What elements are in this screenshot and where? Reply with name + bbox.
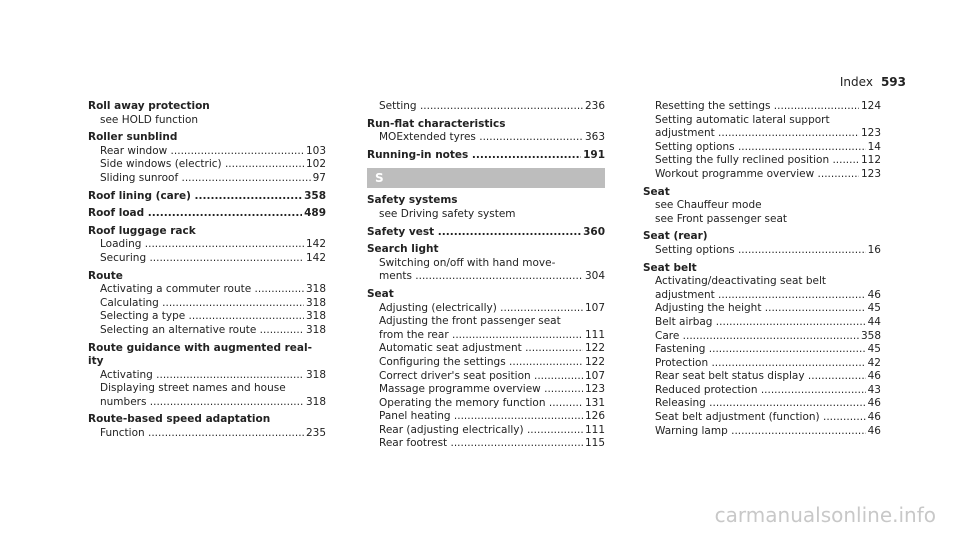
entry-subitem bbox=[367, 342, 605, 356]
entry-subitem: see Front passenger seat bbox=[655, 212, 788, 225]
entry-subitem bbox=[643, 244, 881, 258]
entry-title: Safety systems bbox=[367, 194, 458, 207]
index-entry bbox=[88, 270, 326, 338]
index-entry bbox=[643, 186, 881, 227]
entry-subitem bbox=[88, 252, 326, 266]
entry-subitem bbox=[88, 283, 326, 297]
entry-subitem-text: Seat belt adjustment (function) ..... bbox=[655, 411, 866, 425]
index-entry bbox=[367, 226, 605, 240]
entry-subitem bbox=[88, 310, 326, 324]
entry-title: Roll away protection bbox=[88, 100, 210, 112]
entry-subitem-page[interactable]: 126 bbox=[584, 410, 605, 423]
entry-subitem-page[interactable]: 14 bbox=[867, 140, 881, 153]
entry-subitem-page[interactable]: 44 bbox=[867, 315, 881, 328]
entry-subitem bbox=[88, 145, 326, 159]
entry-subitem-text: Selecting an alternative route ..... bbox=[100, 324, 304, 338]
entry-subitem bbox=[643, 127, 881, 141]
entry-subitem-page[interactable]: 304 bbox=[584, 270, 605, 283]
entry-title bbox=[367, 226, 605, 240]
entry-subitem bbox=[367, 302, 605, 316]
entry-subitem-page[interactable]: 318 bbox=[305, 310, 326, 323]
entry-subitem-page[interactable]: 363 bbox=[584, 131, 605, 144]
entry-subitem-text: Releasing ..... bbox=[655, 397, 866, 411]
index-entry bbox=[367, 149, 605, 163]
entry-subitem bbox=[88, 158, 326, 172]
entry-subitem-page[interactable]: 46 bbox=[867, 288, 881, 301]
entry-subitem bbox=[367, 370, 605, 384]
entry-subitem-page[interactable]: 123 bbox=[860, 167, 881, 180]
entry-subitem bbox=[643, 289, 881, 303]
entry-subitem bbox=[643, 343, 881, 357]
entry-subitem-page[interactable]: 115 bbox=[584, 437, 605, 450]
letter-heading: S bbox=[367, 168, 605, 188]
col2-entries-s bbox=[367, 194, 605, 451]
entry-subitem-page[interactable]: 43 bbox=[867, 383, 881, 396]
entry-subitem-page[interactable]: 112 bbox=[860, 154, 881, 167]
entry-subitem bbox=[643, 384, 881, 398]
entry-subitem-page[interactable]: 103 bbox=[305, 144, 326, 157]
entry-title bbox=[367, 149, 605, 163]
col2-continuation bbox=[367, 100, 605, 114]
entry-subitem-text: Adjusting the height ..... bbox=[655, 302, 866, 316]
entry-subitem-text: Warning lamp ..... bbox=[655, 425, 866, 439]
entry-subitem-page[interactable]: 142 bbox=[305, 251, 326, 264]
col3-entries bbox=[643, 186, 881, 439]
entry-subitem-text: MOExtended tyres ..... bbox=[379, 131, 583, 145]
entry-subitem-page[interactable]: 318 bbox=[305, 323, 326, 336]
index-entry bbox=[88, 190, 326, 204]
entry-subitem-text: Rear window ..... bbox=[100, 145, 304, 159]
entry-subitem bbox=[88, 396, 326, 410]
entry-title: Route-based speed adaptation bbox=[88, 413, 271, 426]
index-entry bbox=[367, 243, 605, 284]
entry-subitem-text: Side windows (electric) ..... bbox=[100, 158, 304, 172]
entry-subitem-page[interactable]: 122 bbox=[584, 355, 605, 368]
entry-subitem-text: numbers ..... bbox=[100, 396, 304, 410]
entry-subitem-page[interactable]: 102 bbox=[305, 158, 326, 171]
entry-subitem-text: Rear (adjusting electrically) ..... bbox=[379, 424, 583, 438]
entry-title: Roller sunblind bbox=[88, 131, 178, 144]
entry-subitem-text: Function ..... bbox=[100, 427, 304, 441]
entry-subitem-page[interactable]: 97 bbox=[312, 171, 326, 184]
entry-subitem-text: adjustment ..... bbox=[655, 289, 866, 303]
entry-subitem-page[interactable]: 318 bbox=[305, 395, 326, 408]
entry-subitem-text: Belt airbag ..... bbox=[655, 316, 866, 330]
entry-subitem-page[interactable]: 318 bbox=[305, 296, 326, 309]
entry-subitem bbox=[367, 437, 605, 451]
entry-subitem-text: Activating a commuter route ..... bbox=[100, 283, 304, 297]
entry-subitem-text: Loading ..... bbox=[100, 238, 304, 252]
entry-title: Roof luggage rack bbox=[88, 224, 196, 237]
entry-subitem-text: Panel heating ..... bbox=[379, 410, 583, 424]
entry-subitem-text: Setting the fully reclined position ..... bbox=[655, 154, 859, 168]
entry-title: Seat (rear) bbox=[643, 230, 708, 243]
entry-subitem bbox=[88, 427, 326, 441]
entry-subitem-page[interactable]: 236 bbox=[584, 100, 605, 112]
entry-subitem-page[interactable]: 318 bbox=[305, 283, 326, 296]
entry-subitem bbox=[88, 369, 326, 383]
entry-subitem-page[interactable]: 46 bbox=[867, 370, 881, 383]
entry-subitem-page[interactable]: 46 bbox=[867, 397, 881, 410]
entry-subitem-text: Reduced protection ..... bbox=[655, 384, 866, 398]
entry-title-cont: ity bbox=[88, 355, 104, 368]
entry-title: Route guidance with augmented real- bbox=[88, 341, 312, 354]
entry-title-page[interactable]: 360 bbox=[583, 225, 605, 238]
entry-subitem bbox=[367, 100, 605, 114]
entry-subitem-text: Securing ..... bbox=[100, 252, 304, 266]
entry-subitem bbox=[367, 397, 605, 411]
entry-subitem-text: Configuring the settings ..... bbox=[379, 356, 583, 370]
entry-subitem bbox=[643, 411, 881, 425]
index-entry bbox=[88, 207, 326, 221]
entry-subitem bbox=[643, 316, 881, 330]
index-entry bbox=[643, 262, 881, 439]
entry-subitem bbox=[367, 329, 605, 343]
entry-subitem-page[interactable]: 45 bbox=[867, 343, 881, 356]
index-entry bbox=[367, 194, 605, 221]
entry-subitem-text: Protection ..... bbox=[655, 357, 866, 371]
entry-subitem bbox=[643, 357, 881, 371]
entry-subitem: Switching on/off with hand move- bbox=[379, 256, 556, 269]
entry-subitem-text: Care ..... bbox=[655, 330, 859, 344]
entry-subitem bbox=[367, 383, 605, 397]
entry-subitem-text: Workout programme overview ..... bbox=[655, 168, 859, 182]
entry-subitem-page[interactable]: 16 bbox=[867, 243, 881, 256]
entry-title bbox=[88, 207, 326, 221]
entry-title-text: Roof load ..... bbox=[88, 207, 302, 221]
entry-subitem bbox=[367, 356, 605, 370]
entry-subitem-page[interactable]: 111 bbox=[584, 423, 605, 436]
page-header bbox=[840, 75, 906, 89]
page-number: 593 bbox=[880, 75, 906, 89]
entry-subitem bbox=[643, 154, 881, 168]
index-entry bbox=[88, 225, 326, 266]
entry-subitem bbox=[643, 425, 881, 439]
entry-title: Seat bbox=[643, 185, 670, 198]
entry-subitem-page[interactable]: 123 bbox=[860, 127, 881, 140]
entry-subitem bbox=[88, 238, 326, 252]
entry-subitem-page[interactable]: 111 bbox=[584, 328, 605, 341]
entry-title-page[interactable]: 489 bbox=[304, 207, 326, 220]
entry-subitem-text: Fastening ..... bbox=[655, 343, 866, 357]
entry-subitem-text: Automatic seat adjustment ..... bbox=[379, 342, 583, 356]
entry-title bbox=[88, 190, 326, 204]
entry-subitem: Setting automatic lateral support bbox=[655, 113, 830, 126]
col1-entries bbox=[88, 100, 326, 441]
entry-subitem bbox=[88, 172, 326, 186]
entry-subitem-text: Rear seat belt status display ..... bbox=[655, 370, 866, 384]
entry-subitem-text: Correct driver's seat position ..... bbox=[379, 370, 583, 384]
entry-title: Seat belt bbox=[643, 261, 697, 274]
index-entry bbox=[88, 342, 326, 410]
entry-subitem-page[interactable]: 123 bbox=[584, 383, 605, 396]
entry-subitem-page[interactable]: 42 bbox=[867, 356, 881, 369]
index-column-3 bbox=[643, 100, 881, 442]
entry-subitem-text: from the rear ..... bbox=[379, 329, 583, 343]
index-entry bbox=[367, 288, 605, 451]
entry-title: Route bbox=[88, 269, 123, 282]
entry-subitem-text: Adjusting (electrically) ..... bbox=[379, 302, 583, 316]
entry-subitem: see Chauffeur mode bbox=[655, 199, 762, 212]
entry-subitem-page[interactable]: 318 bbox=[305, 368, 326, 381]
entry-subitem bbox=[88, 324, 326, 338]
entry-subitem-page[interactable]: 131 bbox=[584, 396, 605, 409]
index-entry bbox=[88, 413, 326, 440]
entry-subitem bbox=[643, 397, 881, 411]
entry-subitem-text: Activating ..... bbox=[100, 369, 304, 383]
entry-subitem bbox=[643, 141, 881, 155]
col3-continuation bbox=[643, 100, 881, 182]
entry-subitem-text: ments ..... bbox=[379, 270, 583, 284]
entry-title: Search light bbox=[367, 243, 439, 256]
index-entry bbox=[88, 100, 326, 127]
entry-subitem bbox=[367, 131, 605, 145]
entry-subitem-page[interactable]: 45 bbox=[867, 302, 881, 315]
entry-subitem-page[interactable]: 122 bbox=[584, 342, 605, 355]
header-label: Index bbox=[839, 75, 873, 89]
entry-subitem bbox=[643, 330, 881, 344]
entry-subitem-page[interactable]: 358 bbox=[860, 329, 881, 342]
entry-title-text: Running-in notes ..... bbox=[367, 149, 581, 163]
entry-subitem-text: Massage programme overview ..... bbox=[379, 383, 583, 397]
entry-subitem: Displaying street names and house bbox=[100, 382, 286, 395]
entry-subitem bbox=[367, 410, 605, 424]
entry-title-page[interactable]: 358 bbox=[304, 189, 326, 202]
entry-subitem-page[interactable]: 107 bbox=[584, 301, 605, 314]
entry-title-text: Safety vest ..... bbox=[367, 226, 581, 240]
index-column-2 bbox=[367, 100, 605, 455]
entry-subitem: Adjusting the front passenger seat bbox=[379, 315, 561, 328]
entry-subitem bbox=[367, 424, 605, 438]
entry-subitem bbox=[88, 297, 326, 311]
entry-subitem-text: Resetting the settings ..... bbox=[655, 100, 859, 114]
entry-subitem-page[interactable]: 142 bbox=[305, 238, 326, 251]
entry-subitem-text: Rear footrest ..... bbox=[379, 437, 583, 451]
entry-subitem-page[interactable]: 124 bbox=[860, 100, 881, 112]
entry-subitem-text: Selecting a type ..... bbox=[100, 310, 304, 324]
entry-subitem bbox=[643, 168, 881, 182]
entry-title-page[interactable]: 191 bbox=[583, 148, 605, 161]
index-entry bbox=[88, 131, 326, 185]
entry-subitem-page[interactable]: 107 bbox=[584, 369, 605, 382]
entry-subitem: Activating/deactivating seat belt bbox=[655, 275, 827, 288]
entry-subitem-text: Setting options ..... bbox=[655, 244, 866, 258]
entry-subitem-page[interactable]: 46 bbox=[867, 424, 881, 437]
watermark: carmanualsonline.info bbox=[714, 503, 936, 527]
entry-subitem-page[interactable]: 235 bbox=[305, 427, 326, 440]
index-entry bbox=[367, 118, 605, 145]
col2-entries-r bbox=[367, 118, 605, 163]
entry-subitem-text: adjustment ..... bbox=[655, 127, 859, 141]
entry-subitem: see HOLD function bbox=[100, 113, 199, 126]
entry-subitem bbox=[367, 270, 605, 284]
entry-subitem-text: Setting ..... bbox=[379, 100, 583, 114]
entry-subitem bbox=[643, 302, 881, 316]
entry-subitem-page[interactable]: 46 bbox=[867, 411, 881, 424]
entry-subitem-text: Sliding sunroof ..... bbox=[100, 172, 311, 186]
index-column-1 bbox=[88, 100, 326, 445]
entry-subitem-text: Setting options ..... bbox=[655, 141, 866, 155]
entry-title-text: Roof lining (care) ..... bbox=[88, 190, 302, 204]
entry-title: Run-flat characteristics bbox=[367, 117, 506, 130]
entry-title: Seat bbox=[367, 287, 394, 300]
entry-subitem-text: Calculating ..... bbox=[100, 297, 304, 311]
entry-subitem bbox=[643, 370, 881, 384]
entry-subitem bbox=[643, 100, 881, 114]
entry-subitem: see Driving safety system bbox=[379, 207, 516, 220]
index-entry bbox=[643, 230, 881, 257]
entry-subitem-text: Operating the memory function ..... bbox=[379, 397, 583, 411]
